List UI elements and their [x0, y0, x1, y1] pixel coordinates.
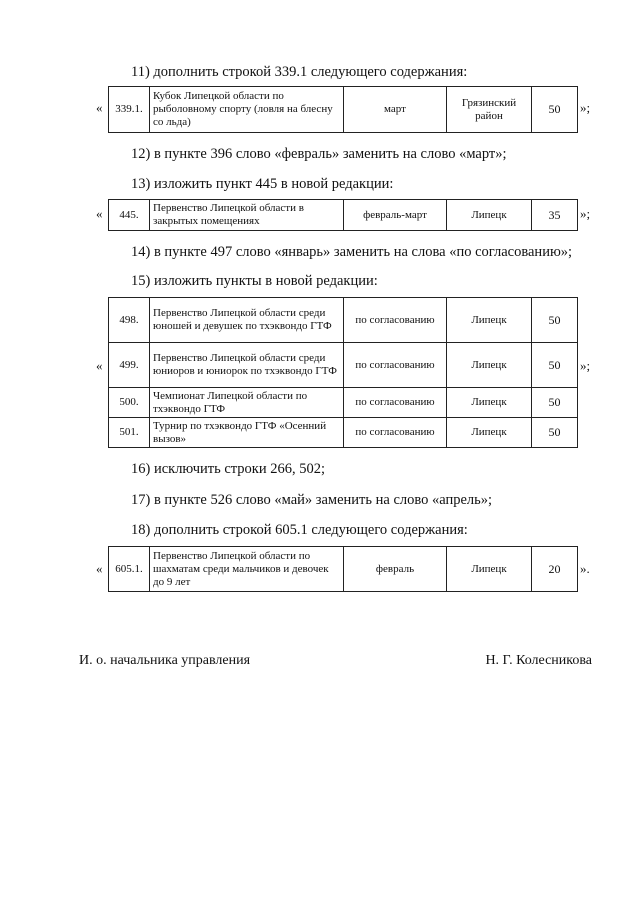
close-quote: ».	[580, 561, 590, 576]
event-month: по согласованию	[344, 298, 447, 343]
table-row	[109, 547, 578, 592]
open-quote: «	[96, 561, 103, 576]
amendment-11: 11) дополнить строкой 339.1 следующего содержания:	[131, 64, 468, 80]
event-month: февраль	[344, 547, 447, 592]
participant-count: 50	[532, 388, 578, 418]
table-498-501	[108, 297, 578, 448]
amendment-12: 12) в пункте 396 слово «февраль» заменить на слово «март»;	[131, 146, 507, 162]
row-number: 498.	[109, 298, 150, 343]
close-quote: »;	[580, 100, 591, 115]
event-name: Первенство Липецкой области по шахматам среди мальчиков и девочек до 9 лет	[150, 547, 344, 592]
event-place: Липецк	[447, 388, 532, 418]
open-quote: «	[96, 206, 103, 221]
event-month: по согласованию	[344, 418, 447, 448]
event-name: Первенство Липецкой области среди юниоров и юниорок по тхэквондо ГТФ	[150, 343, 344, 388]
close-quote: »;	[580, 358, 591, 373]
participant-count: 50	[532, 298, 578, 343]
amendment-16: 16) исключить строки 266, 502;	[131, 461, 325, 477]
table-row	[109, 388, 578, 418]
event-place: Липецк	[447, 200, 532, 231]
amendment-13: 13) изложить пункт 445 в новой редакции:	[131, 176, 394, 192]
event-name: Первенство Липецкой области среди юношей и девушек по тхэквондо ГТФ	[150, 298, 344, 343]
event-place: Липецк	[447, 343, 532, 388]
amendment-14: 14) в пункте 497 слово «январь» заменить на слова «по согласованию»;	[131, 244, 573, 260]
amendment-18: 18) дополнить строкой 605.1 следующего содержания:	[131, 522, 468, 538]
open-quote: «	[96, 100, 103, 115]
row-number: 605.1.	[109, 547, 150, 592]
row-number: 499.	[109, 343, 150, 388]
table-row	[109, 87, 578, 133]
table-row	[109, 298, 578, 343]
participant-count: 50	[532, 87, 578, 133]
event-name: Турнир по тхэквондо ГТФ «Осенний вызов»	[150, 418, 344, 448]
row-number: 339.1.	[109, 87, 150, 133]
signatory-position: И. о. начальника управления	[79, 653, 251, 668]
event-month: по согласованию	[344, 388, 447, 418]
event-name: Первенство Липецкой области в закрытых помещениях	[150, 200, 344, 231]
participant-count: 20	[532, 547, 578, 592]
event-place: Липецк	[447, 418, 532, 448]
table-row	[109, 200, 578, 231]
amendment-17: 17) в пункте 526 слово «май» заменить на слово «апрель»;	[131, 492, 493, 508]
event-month: февраль-март	[344, 200, 447, 231]
event-place: Липецк	[447, 547, 532, 592]
table-row	[109, 343, 578, 388]
participant-count: 50	[532, 343, 578, 388]
table-445	[108, 199, 578, 231]
open-quote: «	[96, 358, 103, 373]
event-month: по согласованию	[344, 343, 447, 388]
table-339-1	[108, 86, 578, 133]
row-number: 500.	[109, 388, 150, 418]
event-name: Кубок Липецкой области по рыболовному спорту (ловля на блесну со льда)	[150, 87, 344, 133]
event-name: Чемпионат Липецкой области по тхэквондо ГТФ	[150, 388, 344, 418]
event-month: март	[344, 87, 447, 133]
table-row	[109, 418, 578, 448]
row-number: 445.	[109, 200, 150, 231]
event-place: Грязинский район	[447, 87, 532, 133]
signatory-name: Н. Г. Колесникова	[485, 653, 592, 668]
participant-count: 35	[532, 200, 578, 231]
amendment-15: 15) изложить пункты в новой редакции:	[131, 273, 378, 289]
table-605-1	[108, 546, 578, 592]
participant-count: 50	[532, 418, 578, 448]
row-number: 501.	[109, 418, 150, 448]
close-quote: »;	[580, 206, 591, 221]
event-place: Липецк	[447, 298, 532, 343]
